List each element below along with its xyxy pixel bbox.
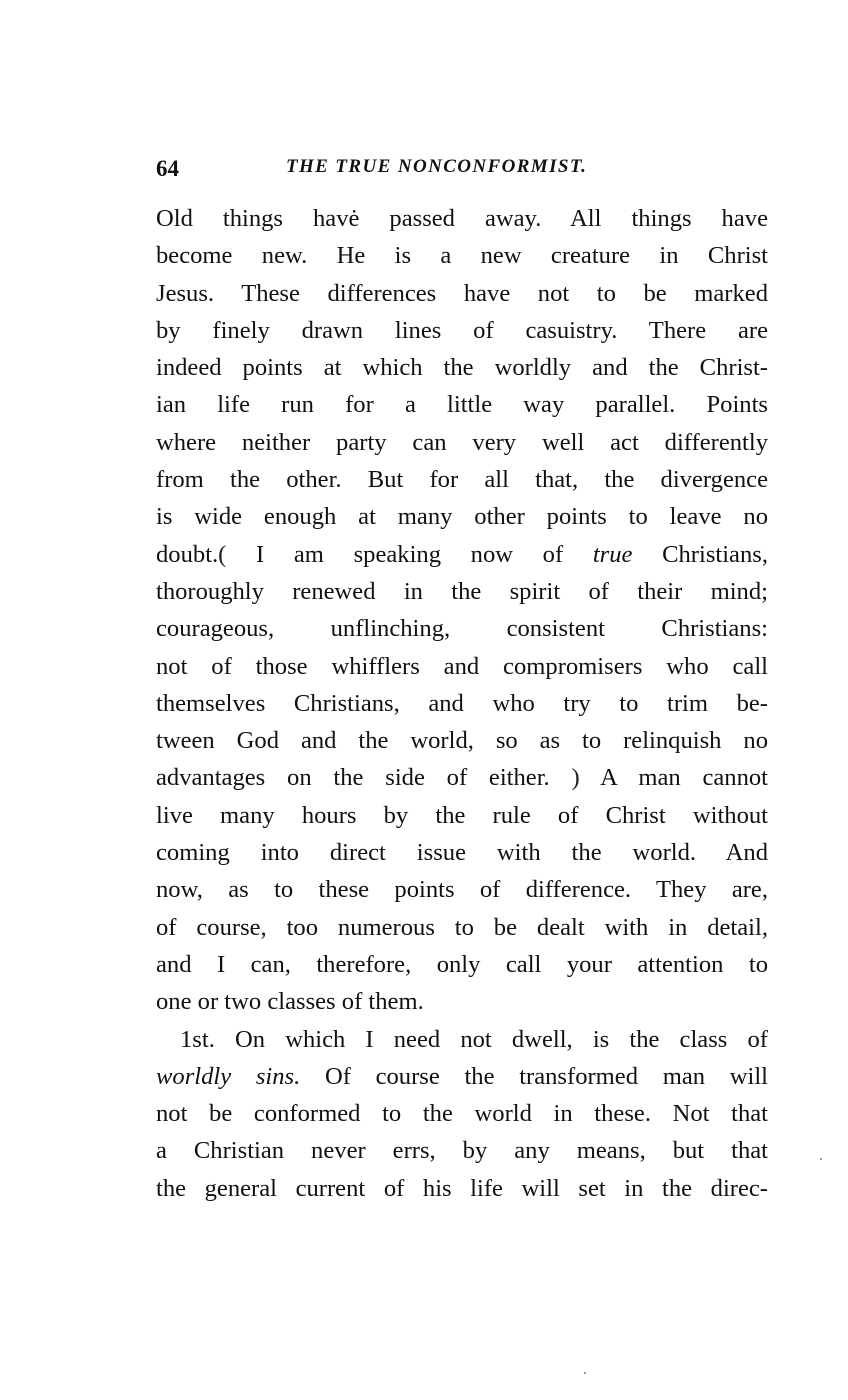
running-head: THE TRUE NONCONFORMIST.: [286, 156, 588, 177]
text-line: [156, 759, 768, 796]
handwritten-mark: ): [571, 764, 580, 792]
text-line: not of those whifflers and compromisers who call: [156, 652, 768, 680]
body-text: [156, 200, 768, 1207]
text-line: from the other. But for all that, the divergence: [156, 466, 768, 494]
text-line: and I can, therefore, only call your attention to: [156, 950, 768, 978]
speck: [820, 1158, 822, 1160]
text-fragment: Christians,: [632, 540, 768, 568]
text-line: tween God and the world, so as to relinquish no: [156, 727, 768, 755]
text-line: is wide enough at many other points to leave no: [156, 503, 768, 531]
text-line: [156, 536, 768, 573]
page-number: 64: [156, 156, 179, 181]
text-line: Old things havė passed away. All things have: [156, 205, 768, 232]
text-line: ian life run for a little way parallel. Points: [156, 391, 768, 419]
text-line: [156, 1058, 768, 1095]
text-line: now, as to these points of difference. They are,: [156, 876, 768, 904]
text-fragment: I am speaking now of: [226, 540, 593, 568]
text-fragment: doubt.: [156, 540, 219, 568]
text-line: coming into direct issue with the world. And: [156, 839, 768, 867]
text-line: by finely drawn lines of casuistry. There are: [156, 316, 768, 344]
text-line: themselves Christians, and who try to trim be-: [156, 689, 768, 717]
text-line: one or two classes of them.: [156, 988, 424, 1016]
text-fragment: Of course the transformed man will: [300, 1062, 768, 1090]
italic-word: true: [592, 540, 633, 568]
text-line: indeed points at which the worldly and the Christ-: [156, 354, 768, 382]
text-line: live many hours by the rule of Christ without: [156, 801, 768, 829]
text-line: thoroughly renewed in the spirit of their mind;: [156, 577, 768, 605]
text-line: become new. He is a new creature in Christ: [156, 242, 768, 270]
speck: [584, 1372, 586, 1374]
text-line: not be conformed to the world in these. Not that: [156, 1100, 768, 1128]
italic-phrase: worldly sins.: [156, 1062, 301, 1090]
text-line: courageous, unflinching, consistent Christians:: [156, 615, 768, 643]
text-fragment: A man cannot: [600, 764, 769, 792]
text-line: where neither party can very well act differently: [156, 428, 768, 456]
text-line: Jesus. These differences have not to be marked: [156, 279, 768, 307]
text-line: the general current of his life will set in the direc-: [156, 1174, 768, 1202]
handwritten-mark: (: [218, 540, 227, 568]
text-line: a Christian never errs, by any means, but that: [156, 1137, 768, 1165]
page-header: [156, 152, 768, 188]
text-line: 1st. On which I need not dwell, is the class of: [180, 1025, 768, 1053]
text-fragment: advantages on the side of either.: [156, 764, 550, 792]
text-line: of course, too numerous to be dealt with in detail,: [156, 913, 768, 941]
